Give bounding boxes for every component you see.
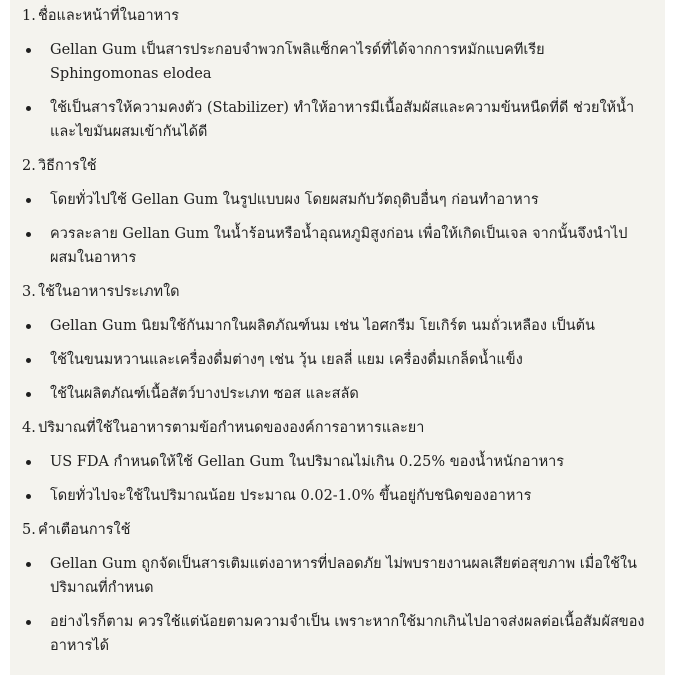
bullet-icon [22,382,50,406]
bullet-list [22,450,653,508]
list-item [22,348,653,372]
list-item [22,314,653,338]
bullet-icon [22,38,50,86]
section-title: ชื่อและหน้าที่ในอาหาร [38,8,180,24]
section-heading [22,154,653,178]
list-item [22,552,653,600]
section-2 [22,154,653,270]
list-item-text: โดยทั่วไปจะใช้ในปริมาณน้อย ประมาณ 0.02-1.0% ขึ้นอยู่กับชนิดของอาหาร [50,488,532,504]
section-heading [22,416,653,440]
bullet-icon [22,222,50,270]
list-item [22,484,653,508]
bullet-icon [22,610,50,658]
section-1 [22,4,653,144]
bullet-list [22,188,653,270]
list-item [22,610,653,658]
list-item-text: Gellan Gum เป็นสารประกอบจำพวกโพลิแซ็กคาไรด์ที่ได้จากการหมักแบคทีเรีย Sphingomonas elodea [50,42,545,82]
list-item-text: US FDA กำหนดให้ใช้ Gellan Gum ในปริมาณไม่เกิน 0.25% ของน้ำหนักอาหาร [50,454,565,470]
list-item-text: อย่างไรก็ตาม ควรใช้แต่น้อยตามความจำเป็น เพราะหากใช้มากเกินไปอาจส่งผลต่อเนื้อสัมผัสของอาหารได้ [50,614,645,654]
list-item-text: ควรละลาย Gellan Gum ในน้ำร้อนหรือน้ำอุณหภูมิสูงก่อน เพื่อให้เกิดเป็นเจล จากนั้นจึงนำไปผสมในอาหาร [50,226,628,266]
list-item [22,188,653,212]
bullet-icon [22,96,50,144]
section-4 [22,416,653,508]
bullet-icon [22,484,50,508]
list-item-text: ใช้ในผลิตภัณฑ์เนื้อสัตว์บางประเภท ซอส และสลัด [50,386,359,402]
list-item-text: ใช้ในขนมหวานและเครื่องดื่มต่างๆ เช่น วุ้น เยลลี่ แยม เครื่องดื่มเกล็ดน้ำแข็ง [50,352,523,368]
bullet-icon [22,552,50,600]
list-item [22,450,653,474]
section-heading [22,280,653,304]
section-title: คำเตือนการใช้ [38,522,131,538]
section-title: ใช้ในอาหารประเภทใด [38,284,180,300]
list-item [22,96,653,144]
list-item-text: Gellan Gum ถูกจัดเป็นสารเติมแต่งอาหารที่ปลอดภัย ไม่พบรายงานผลเสียต่อสุขภาพ เมื่อใช้ในปริมาณที่กำหนด [50,556,637,596]
document-panel [10,0,665,675]
section-number: 2. [22,158,36,174]
section-number: 5. [22,522,36,538]
bullet-icon [22,450,50,474]
list-item [22,38,653,86]
bullet-list [22,314,653,406]
section-3 [22,280,653,406]
bullet-list [22,38,653,144]
section-5 [22,518,653,658]
list-item-text: โดยทั่วไปใช้ Gellan Gum ในรูปแบบผง โดยผสมกับวัตถุดิบอื่นๆ ก่อนทำอาหาร [50,192,539,208]
section-title: วิธีการใช้ [38,158,97,174]
list-item [22,382,653,406]
bullet-icon [22,314,50,338]
section-title: ปริมาณที่ใช้ในอาหารตามข้อกำหนดขององค์การอาหารและยา [38,420,425,436]
section-number: 3. [22,284,36,300]
section-number: 1. [22,8,36,24]
list-item-text: ใช้เป็นสารให้ความคงตัว (Stabilizer) ทำให้อาหารมีเนื้อสัมผัสและความข้นหนืดที่ดี ช่วยให้น้ำและไขมันผสมเข้ากันได้ดี [50,100,635,140]
list-item-text: Gellan Gum นิยมใช้กันมากในผลิตภัณฑ์นม เช่น ไอศกรีม โยเกิร์ต นมถั่วเหลือง เป็นต้น [50,318,595,334]
bullet-icon [22,188,50,212]
list-item [22,222,653,270]
section-heading [22,4,653,28]
bullet-icon [22,348,50,372]
section-number: 4. [22,420,36,436]
bullet-list [22,552,653,658]
section-heading [22,518,653,542]
